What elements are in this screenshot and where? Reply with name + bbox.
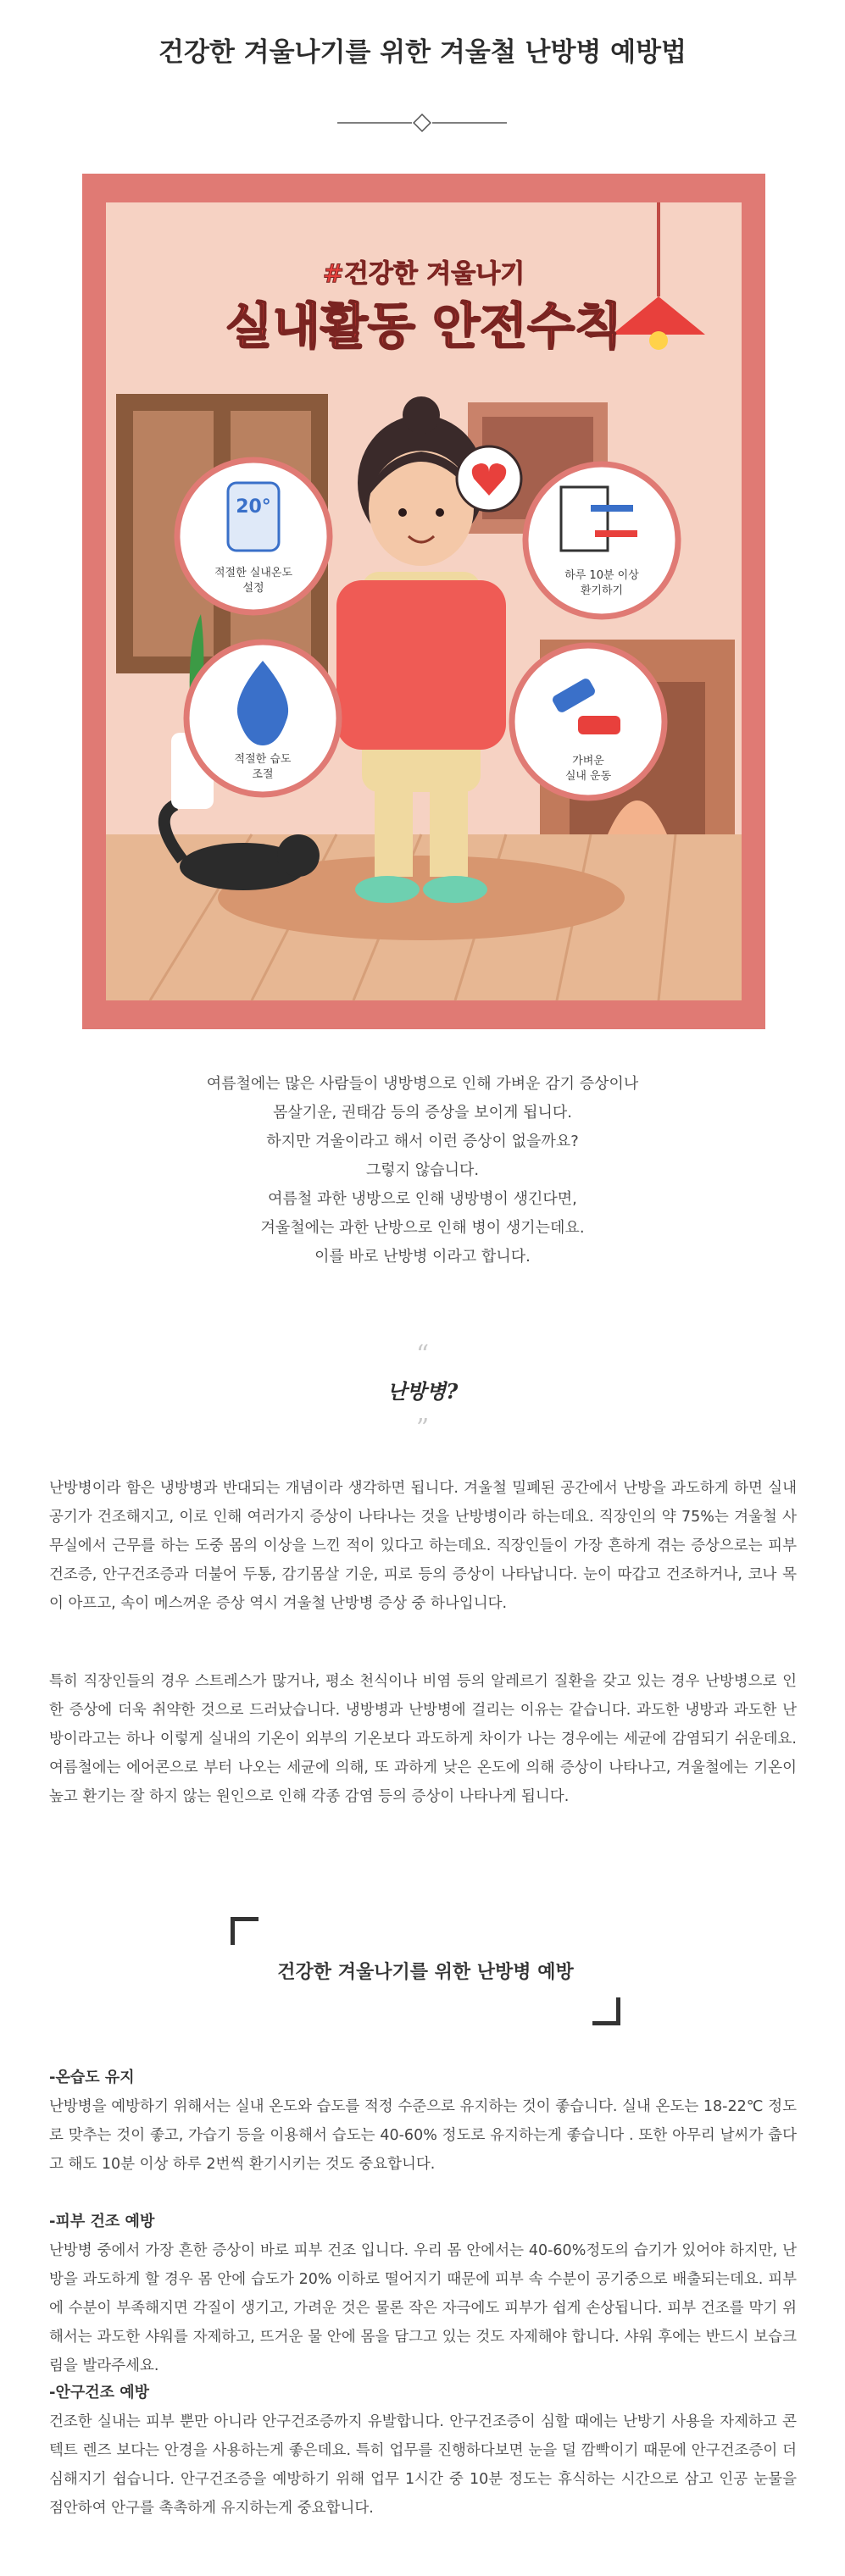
badge-humidity-line1: 적절한 습도: [234, 753, 292, 766]
title-divider: [337, 110, 507, 136]
badge-exercise-line1: 가벼운: [572, 755, 604, 767]
hero-illustration: [82, 174, 765, 1029]
prevention-title: 건강한 겨울나기를 위한 난방병 예방: [277, 1962, 574, 1983]
badge-exercise-line2: 실내 운동: [564, 770, 612, 783]
intro-line: 몸살기운, 권태감 등의 증상을 보이게 됩니다.: [272, 1104, 573, 1122]
badge-temperature-line1: 적절한 실내온도: [214, 567, 293, 579]
intro-line: 여름철 과한 냉방으로 인해 냉방병이 생긴다면,: [268, 1190, 577, 1208]
intro-line: 이를 바로 난방병 이라고 합니다.: [314, 1248, 531, 1266]
badge-humidity-line2: 조절: [252, 768, 274, 781]
section-heading: -피부 건조 예방: [49, 2213, 155, 2230]
section-body: 건조한 실내는 피부 뿐만 아니라 안구건조증까지 유발합니다. 안구건조증이 심할 때에는 난방기 사용을 자제하고 콘텍트 렌즈 보다는 안경을 사용하는게 좋은데요. 특히 업무를 진행하다보면 눈을 덜 깜빡이기 때문에 안구건조증이 더 심해지기 쉽습니다. 안구건조증을 예방하기 위해 업무 1시간 중 10분 정도는 휴식하는 시간으로 삼고 인공 눈물을 점안하여 안구를 촉촉하게 유지하는게 중요합니다.: [49, 2413, 797, 2517]
badge-temperature-line2: 설정: [242, 582, 264, 595]
hero-headline: 실내활동 안전수칙: [225, 297, 623, 355]
intro-line: 겨울철에는 과한 난방으로 인해 병이 생기는데요.: [260, 1219, 585, 1237]
prevention-heading-box: [231, 1917, 620, 2025]
section-heading: -온습도 유지: [49, 2069, 135, 2086]
section-body: 난방병을 예방하기 위해서는 실내 온도와 습도를 적정 수준으로 유지하는 것이 좋습니다. 실내 온도는 18-22℃ 정도로 맞추는 것이 좋고, 가습기 등을 이용해서 습도는 40-60% 정도로 유지하는게 좋습니다 . 또한 아무리 날씨가 춥다고 해도 10분 이상 하루 2번씩 환기시키는 것도 중요합니다.: [49, 2098, 797, 2173]
body-paragraph-1: 난방병이라 함은 냉방병과 반대되는 개념이라 생각하면 됩니다. 겨울철 밀폐된 공간에서 난방을 과도하게 하면 실내 공기가 건조해지고, 이로 인해 여러가지 증상이 나타나는 것을 난방병이라 하는데요. 직장인의 약 75%는 겨울철 사무실에서 근무를 하는 도중 몸의 이상을 느낀 적이 있다고 하는데요. 직장인들이 가장 흔하게 겪는 증상으로는 피부 건조증, 안구건조증과 더불어 두통, 감기몸살 기운, 피로 등의 증상이 나타납니다. 눈이 따갑고 건조하거나, 코나 목이 아프고, 속이 메스꺼운 증상 역시 겨울철 난방병 증상 중 하나입니다.: [49, 1480, 797, 1612]
section-skin-dryness: [49, 2208, 797, 2380]
page-title: 건강한 겨울나기를 위한 겨울철 난방병 예방법: [158, 37, 687, 68]
badge-ventilation-line1: 하루 10분 이상: [564, 569, 639, 582]
hero-hashtag: #건강한 겨울나기: [322, 259, 525, 289]
close-quote-mark: ”: [415, 1414, 430, 1443]
section-dry-eye: [49, 2379, 797, 2523]
open-quote-mark: “: [415, 1340, 430, 1370]
section-heading: -안구건조 예방: [49, 2384, 150, 2401]
section-body: 난방병 중에서 가장 흔한 증상이 바로 피부 건조 입니다. 우리 몸 안에서는 40-60%정도의 습기가 있어야 하지만, 난방을 과도하게 할 경우 몸 안에 습도가 20% 이하로 떨어지기 때문에 피부 속 수분이 공기중으로 배출되는데요. 피부에 수분이 부족해지면 각질이 생기고, 가려운 것은 물론 작은 자극에도 피부가 쉽게 손상됩니다. 피부 건조를 막기 위해서는 과도한 샤워를 자제하고, 뜨거운 물 안에 몸을 담그고 있는 것도 자제해야 합니다. 샤워 후에는 반드시 보습크림을 발라주세요.: [49, 2242, 797, 2374]
intro-text: [0, 1070, 845, 1271]
intro-line: 하지만 겨울이라고 해서 이런 증상이 없을까요?: [266, 1133, 579, 1150]
intro-line: 여름철에는 많은 사람들이 냉방병으로 인해 가벼운 감기 증상이나: [206, 1075, 639, 1093]
body-paragraph-2: 특히 직장인들의 경우 스트레스가 많거나, 평소 천식이나 비염 등의 알레르기 질환을 갖고 있는 경우 난방병으로 인한 증상에 더욱 취약한 것으로 드러났습니다. 냉방병과 난방병에 걸리는 이유는 같습니다. 과도한 냉방과 과도한 난방이라고는 하나 이렇게 실내의 기온이 외부의 기온보다 과도하게 차이가 나는 경우에는 세균에 감염되기 쉬운데요. 여름철에는 에어콘으로 부터 나오는 세균에 의해, 또 과하게 낮은 온도에 의해 증상이 나타나고, 겨울철에는 기온이 높고 환기는 잘 하지 않는 원인으로 인해 각종 감염 등의 증상이 나타나게 됩니다.: [49, 1673, 797, 1805]
badge-ventilation-line2: 환기하기: [580, 584, 624, 597]
quote-title: 난방병?: [386, 1379, 459, 1404]
intro-line: 그렇지 않습니다.: [365, 1161, 480, 1179]
thermometer-value: 20°: [236, 496, 271, 518]
section-temp-humidity: [49, 2064, 797, 2179]
bracket-top-left: [231, 1917, 259, 1945]
bracket-bottom-right: [592, 1997, 620, 2025]
